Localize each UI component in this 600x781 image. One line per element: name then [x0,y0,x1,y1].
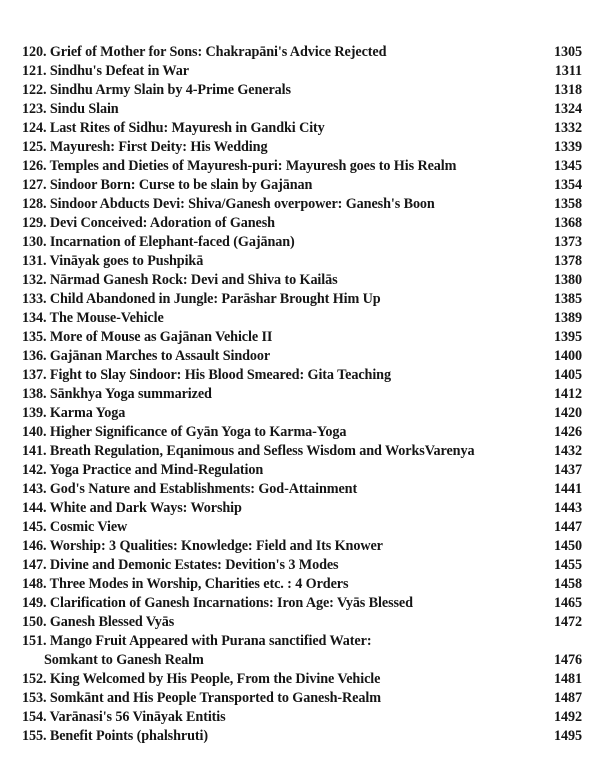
toc-entry-title: 123. Sindu Slain [22,101,119,117]
toc-entry-title-block [22,271,338,290]
toc-entry [22,727,582,746]
toc-entry-title: 132. Nārmad Ganesh Rock: Devi and Shiva to Kailās [22,272,338,288]
toc-entry-title-block [22,670,380,689]
toc-entry [22,157,582,176]
toc-entry-page-number: 1495 [554,728,582,744]
toc-entry [22,43,582,62]
toc-entry-page-number: 1455 [554,557,582,573]
toc-entry-title: 142. Yoga Practice and Mind-Regulation [22,462,264,478]
toc-entry-title: 141. Breath Regulation, Eqanimous and Sefless Wisdom and WorksVarenya [22,443,475,459]
toc-entry-title: 152. King Welcomed by His People, From the Divine Vehicle [22,671,381,687]
toc-entry-title-block [22,499,242,518]
toc-entry-title: 128. Sindoor Abducts Devi: Shiva/Ganesh overpower: Ganesh's Boon [22,196,435,212]
toc-entry-title-block [22,518,127,537]
toc-entry [22,575,582,594]
toc-entry-title-block [22,727,208,746]
toc-entry-title: 127. Sindoor Born: Curse to be slain by Gajānan [22,177,313,193]
toc-entry-title-block [22,138,267,157]
toc-entry-title-block [22,480,357,499]
toc-entry-title-block [22,613,174,632]
toc-entry [22,385,582,404]
toc-entry-page-number: 1345 [554,158,582,174]
toc-entry-title: 129. Devi Conceived: Adoration of Ganesh [22,215,275,231]
toc-entry [22,404,582,423]
toc-entry-title: 139. Karma Yoga [22,405,126,421]
toc-entry-title: 147. Divine and Demonic Estates: Devition's 3 Modes [22,557,339,573]
toc-entry-title-block [22,81,291,100]
toc-entry-title: 137. Fight to Slay Sindoor: His Blood Smeared: Gita Teaching [22,367,391,383]
toc-entry-page-number: 1324 [554,101,582,117]
toc-entry [22,499,582,518]
toc-entry-page-number: 1492 [554,709,582,725]
toc-entry-page-number: 1354 [554,177,582,193]
toc-entry [22,613,582,632]
toc-entry-page-number: 1441 [554,481,582,497]
toc-entry-title: 150. Ganesh Blessed Vyās [22,614,175,630]
toc-entry-title: 125. Mayuresh: First Deity: His Wedding [22,139,268,155]
toc-entry-page-number: 1311 [554,63,582,79]
toc-entry [22,442,582,461]
toc-entry [22,176,582,195]
toc-entry [22,138,582,157]
toc-entry [22,271,582,290]
toc-entry-page-number: 1368 [554,215,582,231]
toc-entry-title-block [22,385,212,404]
toc-entry-page-number: 1405 [554,367,582,383]
toc-entry-page-number: 1443 [554,500,582,516]
toc-entry [22,556,582,575]
toc-entry [22,670,582,689]
toc-entry [22,423,582,442]
toc-entry [22,252,582,271]
toc-entry-title-block [22,43,386,62]
toc-entry-title: 120. Grief of Mother for Sons: Chakrapāni's Advice Rejected [22,44,387,60]
toc-entry-page-number: 1378 [554,253,582,269]
toc-entry-title-block [22,442,474,461]
toc-entry-title: 136. Gajānan Marches to Assault Sindoor [22,348,271,364]
toc-entry-page-number: 1412 [554,386,582,402]
toc-entry [22,537,582,556]
toc-entry [22,632,582,670]
toc-entry-title: 133. Child Abandoned in Jungle: Parāshar Brought Him Up [22,291,381,307]
toc-entry-title: 154. Varānasi's 56 Vināyak Entitis [22,709,226,725]
toc-entry [22,480,582,499]
toc-entry-title-block [22,309,164,328]
toc-entry-title: 135. More of Mouse as Gajānan Vehicle II [22,329,273,345]
toc-entry-title: 153. Somkānt and His People Transported to Ganesh-Realm [22,690,381,706]
toc-entry-title-block [22,461,263,480]
toc-entry [22,309,582,328]
toc-entry [22,233,582,252]
toc-entry-page-number: 1476 [554,652,582,668]
toc-entry-page-number: 1472 [554,614,582,630]
toc-entry-page-number: 1332 [554,120,582,136]
toc-entry-page-number: 1385 [554,291,582,307]
toc-entry-page-number: 1426 [554,424,582,440]
toc-entry-title-block [22,176,312,195]
toc-entry-title-block [22,119,325,138]
toc-entry-title: 138. Sānkhya Yoga summarized [22,386,212,402]
toc-entry-page-number: 1465 [554,595,582,611]
toc-entry-title-block [22,423,346,442]
toc-entry-title-continued: Somkant to Ganesh Realm [44,652,204,668]
toc-entry-title: 148. Three Modes in Worship, Charities etc. : 4 Orders [22,576,349,592]
toc-entry [22,518,582,537]
toc-entry-page-number: 1358 [554,196,582,212]
toc-entry-page-number: 1380 [554,272,582,288]
toc-entry [22,366,582,385]
toc-entry [22,708,582,727]
toc-entry-title: 145. Cosmic View [22,519,128,535]
toc-entry-title-block [22,575,348,594]
toc-entry-title: 146. Worship: 3 Qualities: Knowledge: Field and Its Knower [22,538,383,554]
toc-entry-title: 122. Sindhu Army Slain by 4-Prime Generals [22,82,291,98]
toc-entry-title: 121. Sindhu's Defeat in War [22,63,189,79]
toc-entry-page-number: 1437 [554,462,582,478]
toc-entry-page-number: 1420 [554,405,582,421]
toc-entry-title-block [22,366,391,385]
toc-entry-title: 134. The Mouse-Vehicle [22,310,164,326]
toc-entry-page-number: 1432 [554,443,582,459]
toc-entry [22,62,582,81]
toc-entry-title: 126. Temples and Dieties of Mayuresh-puri: Mayuresh goes to His Realm [22,158,457,174]
toc-entry-page-number: 1318 [554,82,582,98]
toc-entry-page-number: 1458 [554,576,582,592]
toc-entry-title-block [22,214,275,233]
table-of-contents [22,43,582,746]
toc-entry [22,100,582,119]
toc-entry-page-number: 1447 [554,519,582,535]
toc-entry-title-block [22,689,381,708]
toc-entry-page-number: 1389 [554,310,582,326]
toc-entry-title: 149. Clarification of Ganesh Incarnations: Iron Age: Vyās Blessed [22,595,413,611]
toc-entry-title-block [22,347,270,366]
toc-entry [22,214,582,233]
toc-entry [22,290,582,309]
toc-entry-title-block [22,708,226,727]
toc-entry-title: 155. Benefit Points (phalshruti) [22,728,208,744]
toc-entry-title-block [22,195,435,214]
toc-entry [22,328,582,347]
toc-entry [22,594,582,613]
toc-entry [22,461,582,480]
toc-entry-title-block [22,100,119,119]
toc-entry [22,81,582,100]
toc-entry-title-block [22,252,203,271]
toc-entry-title: 131. Vināyak goes to Pushpikā [22,253,204,269]
toc-entry-title-block [22,556,338,575]
toc-entry-page-number: 1481 [554,671,582,687]
toc-entry-page-number: 1450 [554,538,582,554]
toc-entry-title: 140. Higher Significance of Gyān Yoga to Karma-Yoga [22,424,347,440]
toc-entry-title: 130. Incarnation of Elephant-faced (Gajānan) [22,234,295,250]
toc-entry-title: 151. Mango Fruit Appeared with Purana sanctified Water: [22,633,372,649]
toc-entry-page-number: 1400 [554,348,582,364]
toc-entry-page-number: 1305 [554,44,582,60]
toc-entry-title-block [22,62,189,81]
toc-entry [22,347,582,366]
toc-entry-title: 124. Last Rites of Sidhu: Mayuresh in Gandki City [22,120,325,136]
toc-entry-title-block [22,328,272,347]
toc-entry [22,119,582,138]
toc-entry-page-number: 1487 [554,690,582,706]
toc-entry-title-block [22,290,381,309]
toc-entry-page-number: 1395 [554,329,582,345]
toc-entry-title-block [22,404,125,423]
toc-entry-title-block [22,594,413,613]
toc-entry-title-block [22,157,456,176]
toc-entry-title: 144. White and Dark Ways: Worship [22,500,242,516]
toc-entry-page-number: 1373 [554,234,582,250]
toc-entry-title-block [22,233,295,252]
toc-entry-title: 143. God's Nature and Establishments: God-Attainment [22,481,358,497]
toc-entry [22,195,582,214]
toc-entry-title-block [22,632,371,670]
toc-entry-page-number: 1339 [554,139,582,155]
toc-entry-title-block [22,537,383,556]
toc-entry [22,689,582,708]
